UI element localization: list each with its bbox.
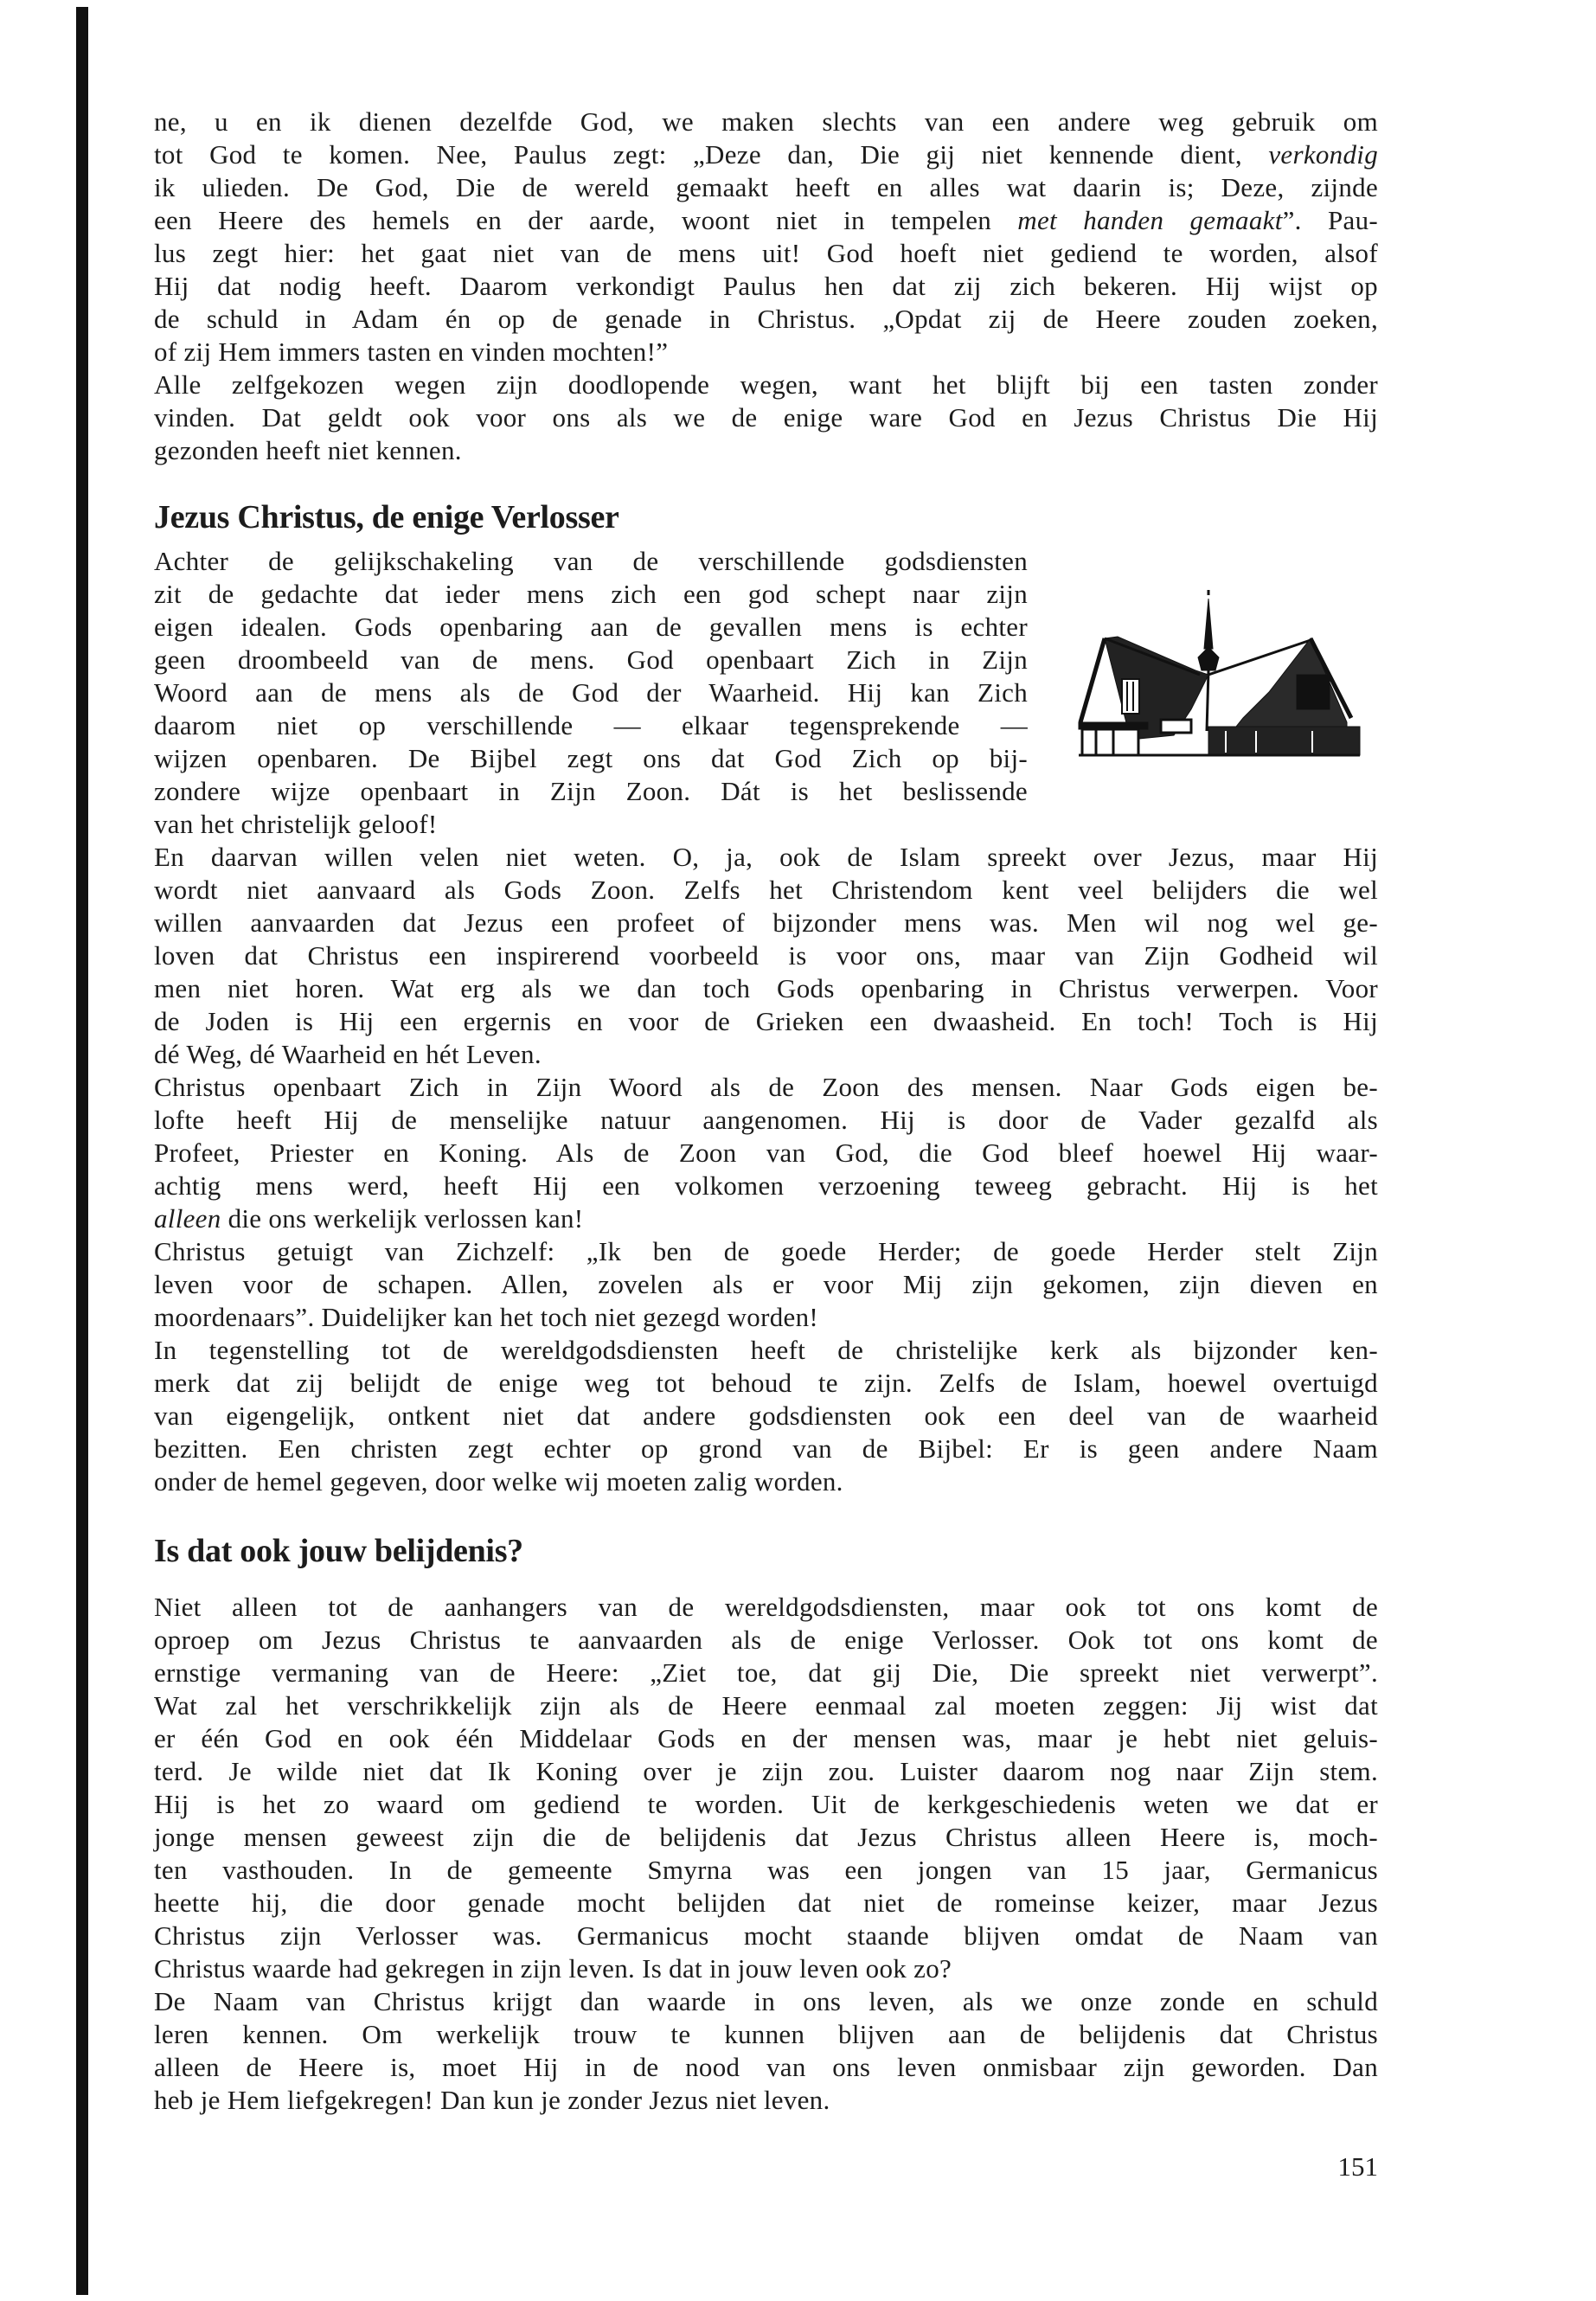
text-segment: Woord aan de mens als de God der Waarheid. Hij kan Zich [154,677,1028,708]
text-line [154,1367,1378,1400]
text-line [154,2051,1378,2084]
section-belijdenis [154,1591,1378,2117]
text-segment: terd. Je wilde niet dat Ik Koning over je zijn zou. Luister daarom nog naar Zijn stem. [154,1756,1378,1786]
text-line [154,545,1028,578]
text-segment: van het christelijk geloof! [154,809,438,839]
text-line [154,907,1378,939]
text-line [154,1821,1378,1854]
text-segment: merk dat zij belijdt de enige weg tot behoud te zijn. Zelfs de Islam, hoewel overtuigd [154,1368,1378,1398]
page-edge-bar [76,7,88,2295]
text-line [154,1657,1378,1689]
text-line [154,1104,1378,1137]
text-segment: heb je Hem liefgekregen! Dan kun je zonder Jezus niet leven. [154,2085,830,2115]
text-segment: moordenaars”. Duidelijker kan het toch niet gezegd worden! [154,1302,818,1332]
text-line [154,1624,1378,1657]
text-line [154,1301,1378,1334]
text-line [154,1400,1378,1433]
text-segment: wijzen openbaren. De Bijbel zegt ons dat God Zich op bij- [154,743,1028,773]
text-line [154,1137,1378,1170]
text-line [154,1689,1378,1722]
text-line [154,1170,1378,1202]
text-segment: zit de gedachte dat ieder mens zich een god schept naar zijn [154,579,1028,609]
text-line [154,1202,1378,1235]
text-line [154,874,1378,907]
text-line [154,1433,1378,1465]
text-line [154,611,1028,644]
text-line [154,1268,1378,1301]
text-segment: eigen idealen. Gods openbaring aan de gevallen mens is echter [154,612,1028,642]
text-segment: gezonden heeft niet kennen. [154,435,462,465]
text-segment: tot God te komen. Nee, Paulus zegt: „Deze dan, Die gij niet kennende dient, [154,139,1269,170]
text-segment: Achter de gelijkschakeling van de verschillende godsdiensten [154,546,1028,576]
text-line [154,2084,1378,2117]
text-line [154,1591,1378,1624]
text-segment: ”. Pau- [1282,205,1378,235]
text-segment: wordt niet aanvaard als Gods Zoon. Zelfs het Christendom kent veel belijders die wel [154,875,1378,905]
text-line [154,709,1028,742]
text-segment: Wat zal het verschrikkelijk zijn als de Heere eenmaal zal moeten zeggen: Jij wist dat [154,1690,1378,1721]
heading-belijdenis: Is dat ook jouw belijdenis? [154,1533,523,1569]
text-segment: daarom niet op verschillende — elkaar tegensprekende — [154,710,1028,740]
text-segment: geen droombeeld van de mens. God openbaart Zich in Zijn [154,644,1028,675]
text-segment: Christus zijn Verlosser was. Germanicus mocht staande blijven omdat de Naam van [154,1920,1378,1951]
text-segment: zondere wijze openbaart in Zijn Zoon. Dát is het beslissende [154,776,1028,806]
text-segment: loven dat Christus een inspirerend voorbeeld is voor ons, maar van Zijn Godheid wil [154,940,1378,971]
text-line [154,1985,1378,2018]
text-line [154,1071,1378,1104]
text-segment: er één God en ook één Middelaar Gods en der mensen was, maar je hebt niet geluis- [154,1723,1378,1753]
page-number: 151 [1337,2151,1378,2182]
text-line [154,2018,1378,2051]
text-line [154,644,1028,676]
text-line [154,106,1378,138]
text-line [154,1854,1378,1887]
section-intro [154,106,1378,467]
text-segment: Hij dat nodig heeft. Daarom verkondigt Paulus hen dat zij zich bekeren. Hij wijst op [154,271,1378,301]
heading-jezus-christus: Jezus Christus, de enige Verlosser [154,499,619,535]
church-icon [1070,588,1368,757]
text-segment: Christus getuigt van Zichzelf: „Ik ben de goede Herder; de goede Herder stelt Zijn [154,1236,1378,1266]
italic-text: met handen gemaakt [1017,205,1283,235]
text-segment: achtig mens werd, heeft Hij een volkomen verzoening teweeg gebracht. Hij is het [154,1170,1378,1201]
text-segment: een Heere des hemels en der aarde, woont niet in tempelen [154,205,1018,235]
text-line [154,303,1378,336]
text-segment: lofte heeft Hij de menselijke natuur aangenomen. Hij is door de Vader gezalfd als [154,1105,1378,1135]
text-segment: vinden. Dat geldt ook voor ons als we de enige ware God en Jezus Christus Die Hij [154,402,1378,433]
text-line [154,808,1028,841]
text-segment: die ons werkelijk verlossen kan! [221,1203,584,1234]
text-segment: ik ulieden. De God, Die de wereld gemaakt heeft en alles wat daarin is; Deze, zijnde [154,172,1378,202]
text-segment: ten vasthouden. In de gemeente Smyrna was een jongen van 15 jaar, Germanicus [154,1855,1378,1885]
section-verlosser [154,841,1378,1498]
text-segment: men niet horen. Wat erg als we dan toch Gods openbaring in Christus verwerpen. Voor [154,973,1378,1003]
text-line [154,401,1378,434]
text-line [154,578,1028,611]
text-line [154,972,1378,1005]
text-segment: dé Weg, dé Waarheid en hét Leven. [154,1039,542,1069]
text-line [154,939,1378,972]
text-line [154,676,1028,709]
text-segment: jonge mensen geweest zijn die de belijdenis dat Jezus Christus alleen Heere is, moch- [154,1822,1378,1852]
text-line [154,336,1378,369]
text-line [154,1465,1378,1498]
text-segment: leven voor de schapen. Allen, zovelen als er voor Mij zijn gekomen, zijn dieven en [154,1269,1378,1299]
text-segment: heette hij, die door genade mocht belijden dat niet de romeinse keizer, maar Jezus [154,1888,1378,1918]
text-line [154,1722,1378,1755]
text-line [154,775,1028,808]
text-line [154,841,1378,874]
text-line [154,434,1378,467]
text-segment: Profeet, Priester en Koning. Als de Zoon van God, die God bleef hoewel Hij waar- [154,1138,1378,1168]
text-segment: bezitten. Een christen zegt echter op grond van de Bijbel: Er is geen andere Naam [154,1433,1378,1464]
text-line [154,369,1378,401]
text-segment: leren kennen. Om werkelijk trouw te kunnen blijven aan de belijdenis dat Christus [154,2019,1378,2049]
text-line [154,204,1378,237]
text-line [154,270,1378,303]
text-line [154,1235,1378,1268]
text-line [154,1755,1378,1788]
text-segment: van eigengelijk, ontkent niet dat andere godsdiensten ook een deel van de waarheid [154,1400,1378,1431]
text-segment: alleen de Heere is, moet Hij in de nood van ons leven onmisbaar zijn geworden. Dan [154,2052,1378,2082]
text-segment: of zij Hem immers tasten en vinden mochten!” [154,336,669,367]
text-line [154,742,1028,775]
text-line [154,1887,1378,1920]
text-segment: Alle zelfgekozen wegen zijn doodlopende wegen, want het blijft bij een tasten zonder [154,369,1378,400]
text-line [154,237,1378,270]
text-segment: Niet alleen tot de aanhangers van de wereldgodsdiensten, maar ook tot ons komt de [154,1592,1378,1622]
text-segment: Christus waarde had gekregen in zijn leven. Is dat in jouw leven ook zo? [154,1953,952,1984]
text-segment: ne, u en ik dienen dezelfde God, we maken slechts van een andere weg gebruik om [154,106,1378,137]
text-segment: de schuld in Adam én op de genade in Christus. „Opdat zij de Heere zouden zoeken, [154,304,1378,334]
text-segment: ernstige vermaning van de Heere: „Ziet toe, dat gij Die, Die spreekt niet verwerpt”. [154,1657,1378,1688]
text-segment: En daarvan willen velen niet weten. O, ja, ook de Islam spreekt over Jezus, maar Hij [154,842,1378,872]
text-line [154,171,1378,204]
italic-text: alleen [154,1203,221,1234]
text-line [154,138,1378,171]
text-line [154,1788,1378,1821]
text-segment: lus zegt hier: het gaat niet van de mens uit! God hoeft niet gediend te worden, alsof [154,238,1378,268]
text-line [154,1038,1378,1071]
text-segment: de Joden is Hij een ergernis en voor de Grieken een dwaasheid. En toch! Toch is Hij [154,1006,1378,1036]
text-segment: Christus openbaart Zich in Zijn Woord als de Zoon des mensen. Naar Gods eigen be- [154,1072,1378,1102]
text-line [154,1334,1378,1367]
text-line [154,1952,1378,1985]
text-segment: onder de hemel gegeven, door welke wij moeten zalig worden. [154,1466,843,1497]
text-segment: De Naam van Christus krijgt dan waarde in ons leven, als we onze zonde en schuld [154,1986,1378,2016]
text-segment: Hij is het zo waard om gediend te worden. Uit de kerkgeschiedenis weten we dat er [154,1789,1378,1819]
text-line [154,1005,1378,1038]
text-segment: oproep om Jezus Christus te aanvaarden als de enige Verlosser. Ook tot ons komt de [154,1625,1378,1655]
section-verlosser-narrow [154,545,1028,841]
text-line [154,1920,1378,1952]
text-segment: In tegenstelling tot de wereldgodsdiensten heeft de christelijke kerk als bijzonder ken- [154,1335,1378,1365]
text-segment: willen aanvaarden dat Jezus een profeet of bijzonder mens was. Men wil nog wel ge- [154,907,1378,938]
italic-text: verkondig [1268,139,1378,170]
